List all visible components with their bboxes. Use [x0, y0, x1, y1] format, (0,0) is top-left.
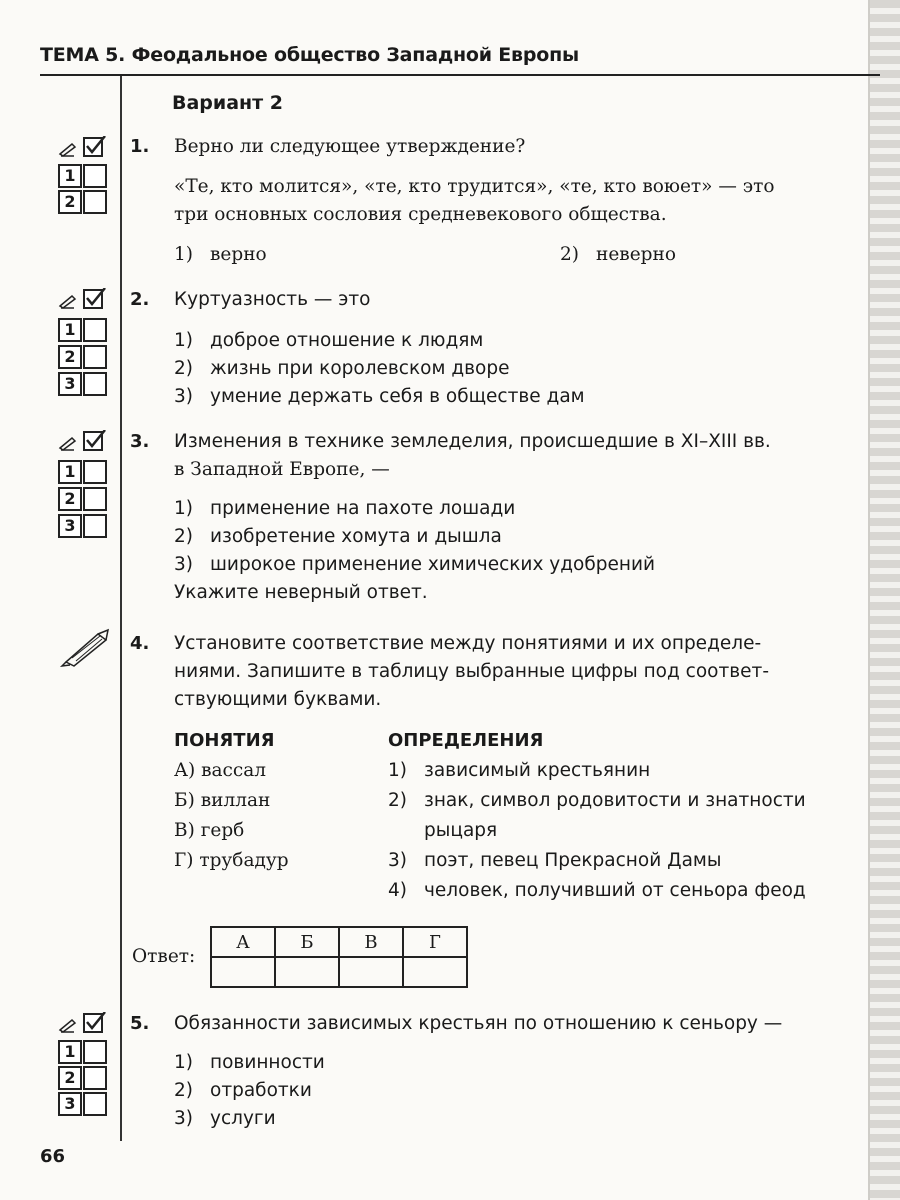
answer-table [210, 926, 468, 988]
definition-item: 1) зависимый крестьянин [388, 760, 651, 781]
answer-col-header: Г [403, 927, 467, 957]
q5-check-mark [58, 1012, 118, 1034]
q3-text-line: в Западной Европе, — [174, 459, 390, 480]
pen-check-icon [58, 1012, 118, 1034]
margin-divider [120, 76, 122, 1141]
q1-number: 1. [130, 136, 150, 157]
pen-check-icon [58, 136, 118, 158]
q4-text-line: Установите соответствие между понятиями и их определе- [174, 633, 762, 654]
q1-text-line: «Те, кто молится», «те, кто трудится», «те, кто воюет» — это [174, 176, 775, 197]
answer-label: Ответ: [132, 946, 196, 967]
q1-check-mark [58, 136, 118, 158]
q3-answer-box-2[interactable]: 2 [58, 487, 118, 509]
q2-answer-box-2[interactable]: 2 [58, 345, 118, 367]
definition-item: 3) поэт, певец Прекрасной Дамы [388, 850, 722, 871]
page-binding-edge [868, 0, 900, 1200]
answer-cell-a[interactable] [211, 957, 275, 987]
q5-option-3: 3) услуги [174, 1108, 276, 1129]
answer-cell-g[interactable] [403, 957, 467, 987]
q2-option-3: 3) умение держать себя в обществе дам [174, 386, 585, 407]
header-divider [40, 74, 880, 76]
pen-check-icon [58, 430, 118, 452]
q2-check-mark [58, 288, 118, 310]
q2-number: 2. [130, 289, 150, 310]
q5-option-1: 1) повинности [174, 1052, 325, 1073]
q2-answer-box-3[interactable]: 3 [58, 372, 118, 394]
q1-option-1: 1) верно [174, 244, 267, 265]
q2-answer-box-1[interactable]: 1 [58, 318, 118, 340]
answer-table-header-row [211, 927, 467, 957]
q4-text-line: ствующими буквами. [174, 689, 382, 710]
q3-text-line: Изменения в технике земледелия, происшедшие в XI–XIII вв. [174, 431, 771, 452]
q5-number: 5. [130, 1013, 150, 1034]
q1-text-line: Верно ли следующее утверждение? [174, 136, 526, 157]
answer-cell-v[interactable] [339, 957, 403, 987]
q4-fountain-pen-mark [58, 628, 118, 668]
concept-item: В) герб [174, 820, 245, 841]
definition-item: 4) человек, получивший от сеньора феод [388, 880, 806, 901]
q1-option-2: 2) неверно [560, 244, 676, 265]
answer-col-header: В [339, 927, 403, 957]
q4-number: 4. [130, 633, 150, 654]
answer-col-header: Б [275, 927, 339, 957]
definition-item: 2) знак, символ родовитости и знатности [388, 790, 806, 811]
page-header-title: ТЕМА 5. Феодальное общество Западной Европы [40, 44, 580, 66]
q3-option-2: 2) изобретение хомута и дышла [174, 526, 502, 547]
concept-item: А) вассал [174, 760, 267, 781]
q5-answer-box-3[interactable]: 3 [58, 1092, 118, 1114]
q2-option-1: 1) доброе отношение к людям [174, 330, 484, 351]
q2-option-2: 2) жизнь при королевском дворе [174, 358, 510, 379]
pen-check-icon [58, 288, 118, 310]
answer-col-header: А [211, 927, 275, 957]
q3-option-1: 1) применение на пахоте лошади [174, 498, 516, 519]
q5-text-line: Обязанности зависимых крестьян по отношению к сеньору — [174, 1013, 783, 1034]
concept-item: Б) виллан [174, 790, 271, 811]
q3-number: 3. [130, 431, 150, 452]
q1-answer-box-1[interactable]: 1 [58, 164, 118, 186]
fountain-pen-icon [58, 628, 118, 668]
q3-answer-box-1[interactable]: 1 [58, 460, 118, 482]
q3-option-3: 3) широкое применение химических удобрений [174, 554, 656, 575]
q3-check-mark [58, 430, 118, 452]
q1-answer-box-2[interactable]: 2 [58, 190, 118, 212]
q4-text-line: ниями. Запишите в таблицу выбранные цифры под соответ- [174, 661, 769, 682]
q3-answer-box-3[interactable]: 3 [58, 514, 118, 536]
q5-answer-box-2[interactable]: 2 [58, 1066, 118, 1088]
variant-heading: Вариант 2 [172, 92, 284, 114]
concepts-heading: ПОНЯТИЯ [174, 730, 275, 751]
concept-item: Г) трубадур [174, 850, 289, 871]
page-number: 66 [40, 1146, 66, 1167]
q2-text-line: Куртуазность — это [174, 289, 371, 310]
definition-item-continued: рыцаря [424, 820, 498, 841]
q1-text-line: три основных сословия средневекового общества. [174, 204, 667, 225]
answer-table-input-row[interactable] [211, 957, 467, 987]
definitions-heading: ОПРЕДЕЛЕНИЯ [388, 730, 544, 751]
q3-instruction: Укажите неверный ответ. [174, 582, 428, 603]
answer-cell-b[interactable] [275, 957, 339, 987]
q5-option-2: 2) отработки [174, 1080, 312, 1101]
q5-answer-box-1[interactable]: 1 [58, 1040, 118, 1062]
